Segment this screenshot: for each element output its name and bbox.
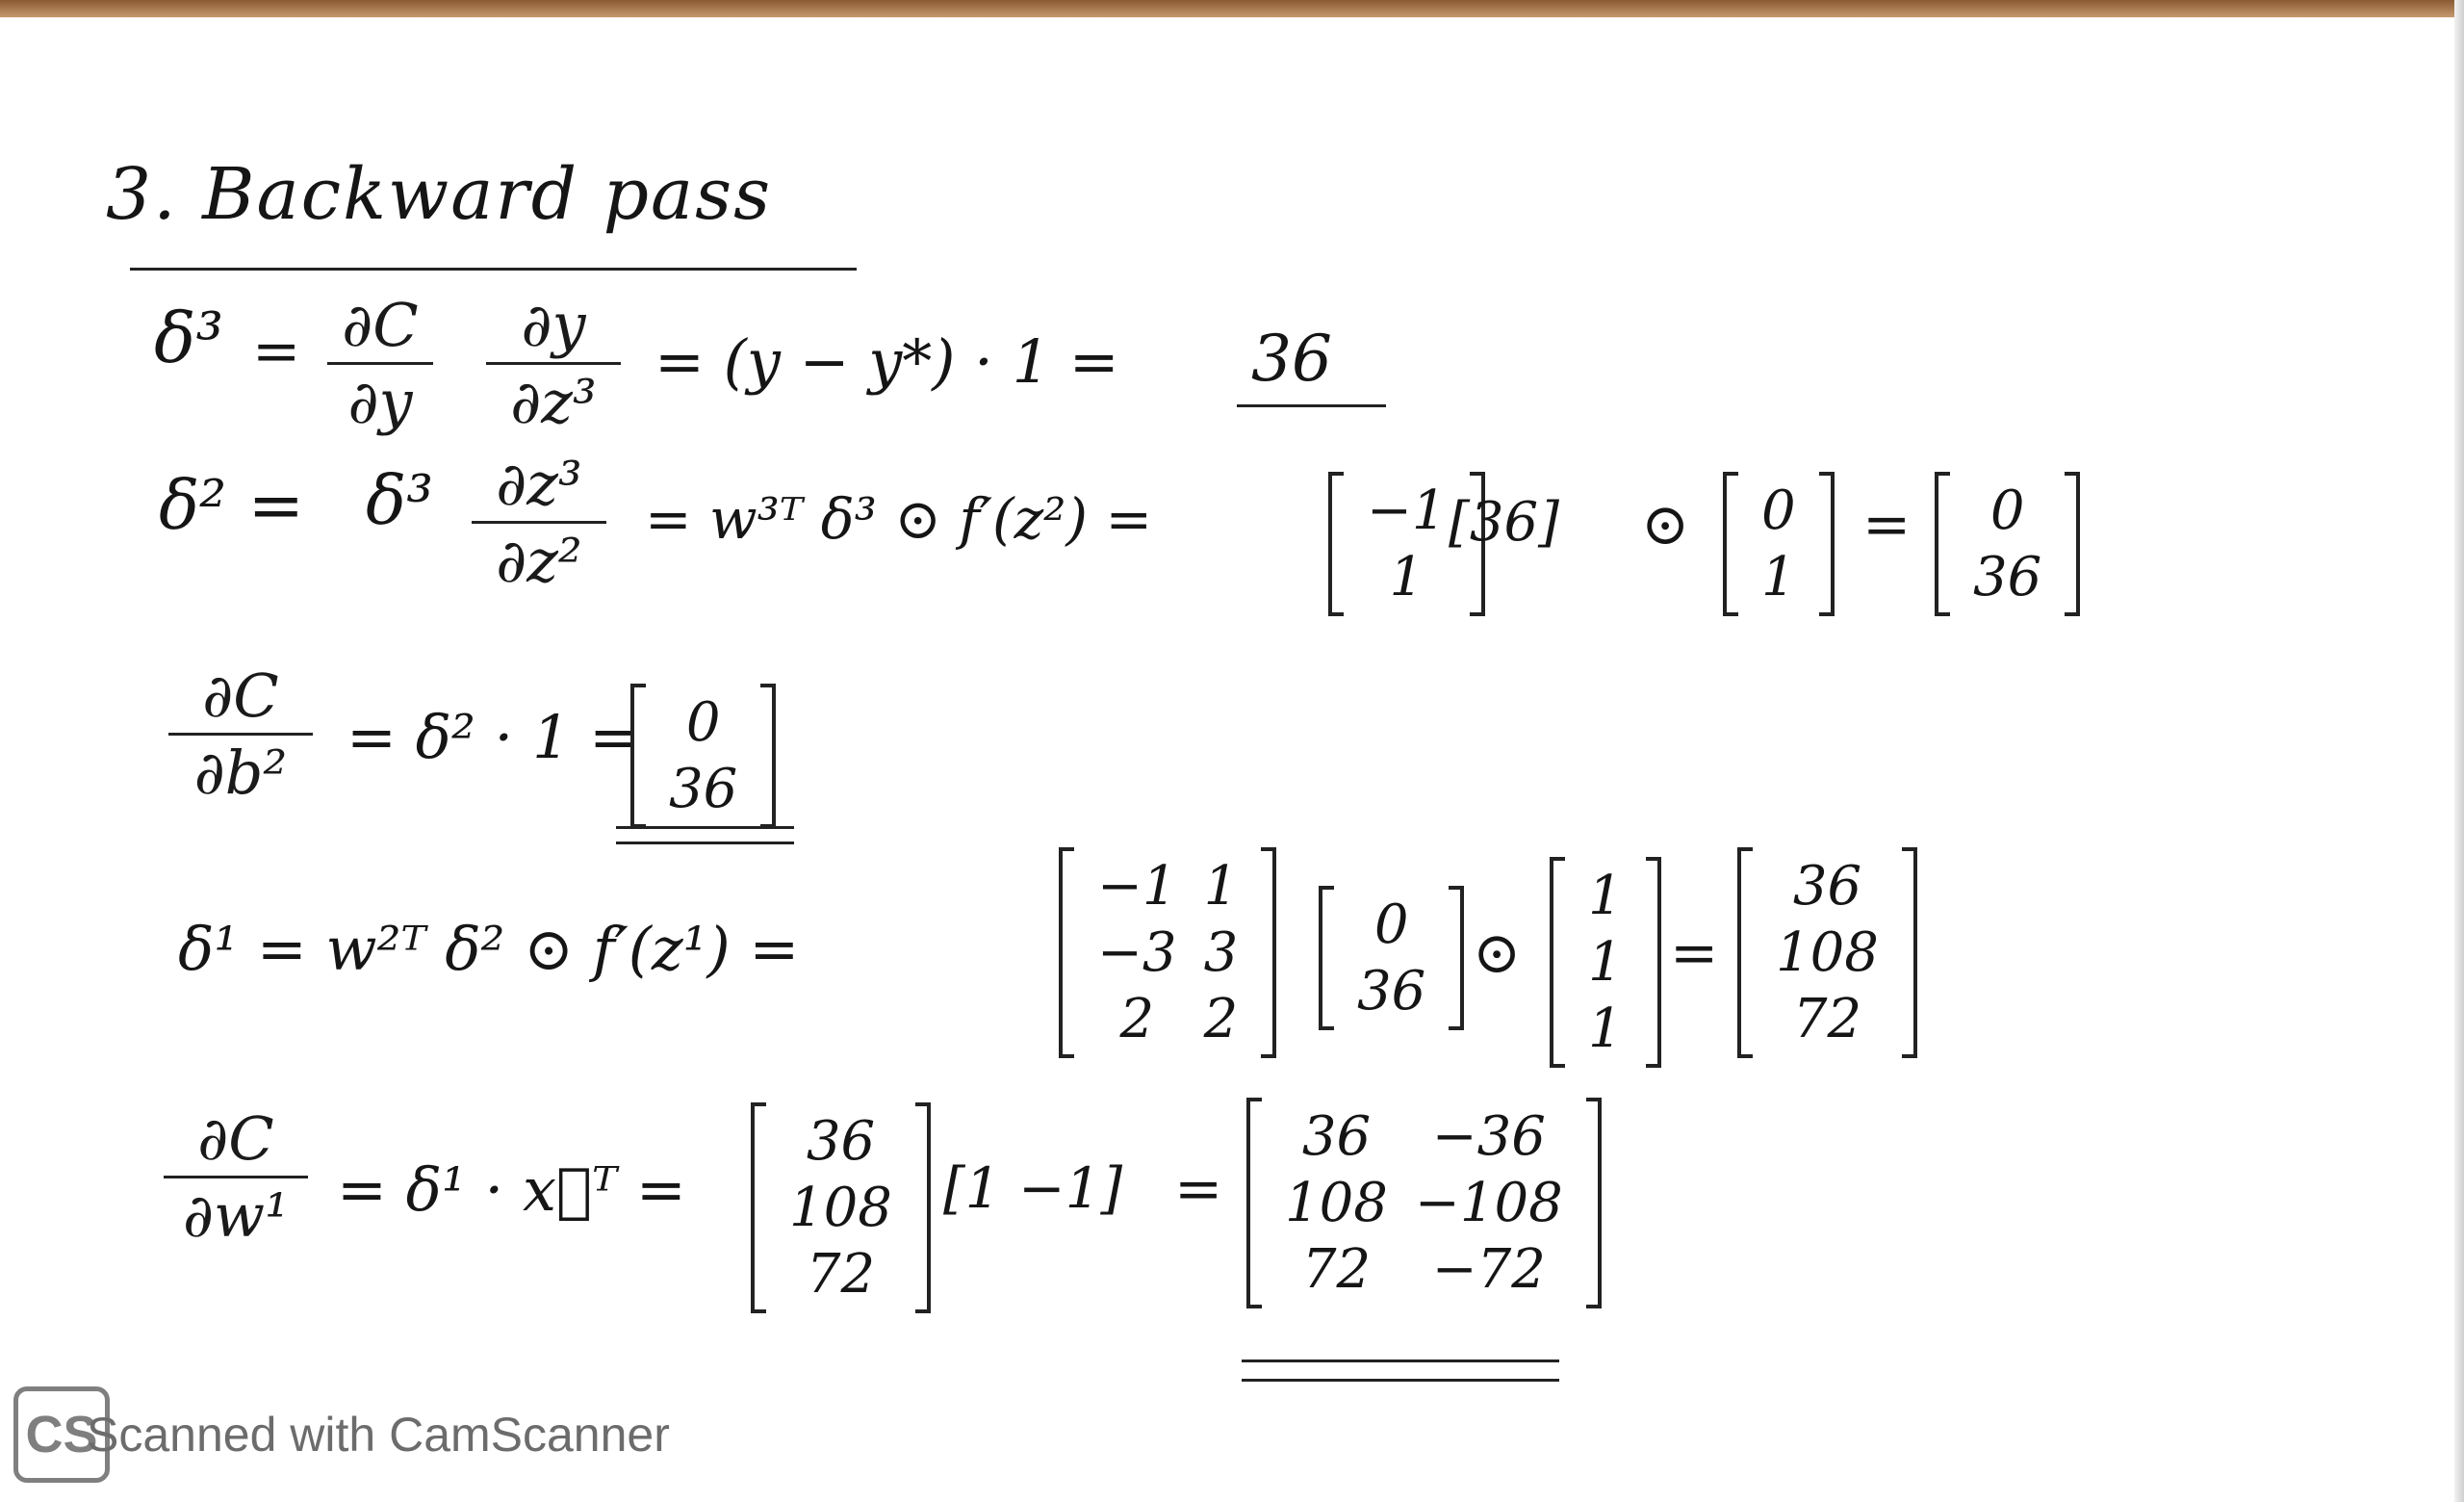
fraction-dc-dy [327, 290, 433, 438]
delta2-lhs: δ² = [159, 466, 305, 545]
fraction-dc-dw1 [164, 1103, 308, 1252]
fraction-dc-db2 [168, 660, 313, 809]
fraction-numerator: ∂z³ [496, 449, 582, 519]
camscanner-watermark [13, 1386, 670, 1483]
matrix-cell: 36 [1357, 960, 1426, 1023]
matrix-fprime-z1 [1550, 857, 1661, 1068]
result-double-underline [616, 842, 794, 844]
hadamard-operator: ⊙ [1473, 919, 1522, 987]
equals-sign: = [1862, 491, 1912, 558]
fraction-denominator: ∂z² [496, 526, 582, 597]
fraction-denominator: ∂b² [193, 738, 288, 809]
matrix-cell: −3 [1097, 921, 1177, 984]
matrix-cell: −1 [1097, 855, 1177, 918]
camscanner-logo-icon: CS [13, 1386, 110, 1483]
matrix-cell: −1 [1367, 479, 1447, 542]
matrix-cell: 0 [1989, 479, 2025, 542]
fraction-denominator: ∂y [347, 367, 413, 438]
matrix-delta1-result [1737, 847, 1917, 1058]
title-underline [130, 268, 857, 271]
result-double-underline [1242, 1379, 1559, 1382]
matrix-db2-result [630, 684, 776, 828]
fraction-dz3-dz2 [472, 449, 606, 597]
hadamard-operator: ⊙ [1641, 491, 1690, 558]
matrix-cell: 1 [1761, 546, 1796, 609]
db2-expression: = δ² · 1 = [346, 702, 640, 772]
matrix-cell: 108 [1776, 921, 1879, 984]
matrix-cell: −72 [1431, 1238, 1546, 1301]
input-vector-transpose: [1 −1] [943, 1155, 1123, 1221]
fraction-numerator: ∂C [342, 290, 419, 360]
matrix-cell: 72 [1301, 1238, 1372, 1301]
delta3-result: 36 [1251, 322, 1332, 396]
matrix-cell: 36 [1973, 546, 2042, 609]
desk-edge [0, 0, 2464, 17]
matrix-cell: 72 [806, 1243, 876, 1306]
matrix-fprime-z2 [1723, 472, 1835, 616]
matrix-cell: 1 [1588, 997, 1623, 1060]
matrix-cell: 3 [1203, 921, 1239, 984]
page-edge-shadow [2454, 0, 2464, 1502]
delta2-expression: = w³ᵀ δ³ ⊙ f′(z²) = [645, 486, 1153, 552]
matrix-cell: 1 [1203, 855, 1239, 918]
watermark-text: Scanned with CamScanner [87, 1408, 670, 1462]
matrix-cell: −108 [1414, 1172, 1563, 1234]
matrix-delta2-result [1935, 472, 2080, 616]
matrix-cell: 72 [1792, 988, 1862, 1050]
delta3-expression: = (y − y*) · 1 = [654, 326, 1119, 397]
matrix-cell: 36 [806, 1110, 876, 1173]
fraction-denominator: ∂z³ [510, 367, 597, 438]
matrix-cell: 1 [1588, 931, 1623, 994]
matrix-cell: 1 [1389, 546, 1424, 609]
matrix-delta2 [1319, 886, 1464, 1030]
matrix-cell: 2 [1203, 988, 1239, 1050]
fraction-denominator: ∂w¹ [183, 1180, 289, 1252]
matrix-cell: 2 [1119, 988, 1155, 1050]
matrix-cell: 0 [1373, 893, 1409, 956]
matrix-dw1-result [1246, 1098, 1602, 1308]
equals-sign: = [1174, 1155, 1223, 1223]
result-double-underline [616, 826, 794, 829]
delta1-expression: δ¹ = w²ᵀ δ² ⊙ f′(z¹) = [178, 914, 800, 984]
delta3-factor: δ³ [366, 461, 434, 540]
scalar-matrix-36: [36] [1449, 491, 1559, 554]
fraction-numerator: ∂C [202, 660, 279, 731]
matrix-delta1 [751, 1102, 931, 1313]
dw1-expression: = δ¹ · x⃗ᵀ = [337, 1154, 686, 1225]
matrix-cell: 36 [1792, 855, 1862, 918]
matrix-cell: 1 [1588, 865, 1623, 927]
matrix-cell: 0 [685, 691, 721, 754]
equals-sign: = [252, 318, 301, 385]
matrix-cell: 36 [669, 758, 738, 820]
matrix-cell: 108 [789, 1177, 892, 1239]
equals-sign: = [1670, 919, 1719, 987]
result-underline [1237, 404, 1386, 407]
delta3-symbol: δ³ [154, 298, 224, 378]
matrix-w2-transpose [1059, 847, 1276, 1058]
matrix-cell: 108 [1285, 1172, 1388, 1234]
fraction-numerator: ∂C [197, 1103, 274, 1174]
result-double-underline [1242, 1360, 1559, 1362]
matrix-cell: 0 [1761, 479, 1796, 542]
section-title: 3. Backward pass [106, 153, 773, 236]
fraction-dy-dz3 [486, 290, 621, 438]
fraction-numerator: ∂y [521, 290, 586, 360]
matrix-cell: 36 [1301, 1105, 1372, 1168]
matrix-cell: −36 [1431, 1105, 1546, 1168]
